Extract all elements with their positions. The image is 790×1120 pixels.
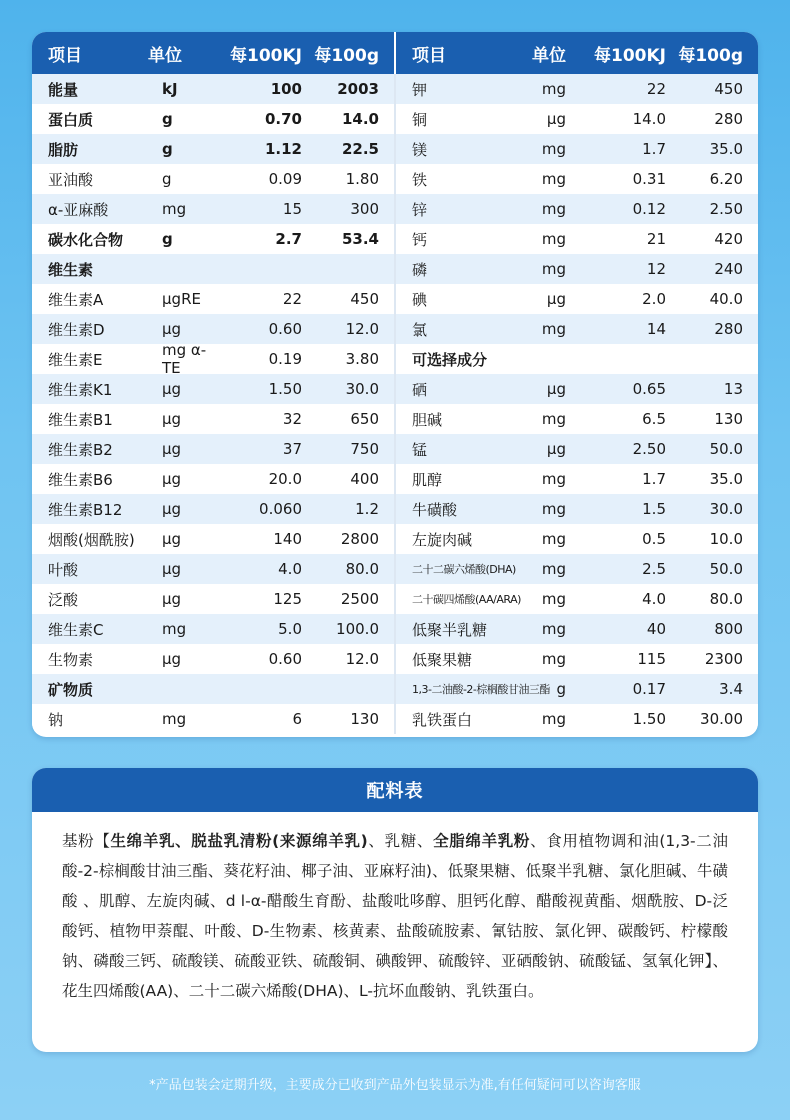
nutrient-unit: mg <box>541 230 566 248</box>
nutrient-unit: μg <box>546 380 566 398</box>
table-row <box>32 341 394 377</box>
value-per-100kj: 5.0 <box>278 620 302 638</box>
value-per-100g: 280 <box>714 320 743 338</box>
value-per-100kj: 6 <box>292 710 302 728</box>
ingredients-rest: 、食用植物调和油(1,3-二油酸-2-棕榈酸甘油三酯、葵花籽油、椰子油、亚麻籽油)、低聚果糖、低聚半乳糖、氯化胆碱、牛磺酸 、肌醇、左旋肉碱、d l-α-醋酸生育酚、盐酸吡哆醇、胆钙化醇、醋酸视黄酯、烟酰胺、D-泛酸钙、植物甲萘醌、叶酸、D-生物素、核黄素、盐酸硫胺素、氰钴胺、氯化钾、碳酸钙、柠檬酸钠、磷酸三钙、硫酸镁、硫酸亚铁、硫酸铜、碘酸钾、硫酸锌、亚硒酸钠、硫酸锰、氢氧化钾】、花生四烯酸(AA)、二十二碳六烯酸(DHA)、L-抗坏血酸钠、乳铁蛋白。 <box>62 832 728 1000</box>
table-header <box>32 32 758 74</box>
nutrient-unit: kJ <box>162 80 178 98</box>
value-per-100g: 80.0 <box>709 590 743 608</box>
value-per-100g: 2500 <box>340 590 379 608</box>
nutrient-unit: μg <box>546 440 566 458</box>
table-row <box>396 344 758 374</box>
nutrient-name: α-亚麻酸 <box>48 200 109 219</box>
nutrient-name: 氯 <box>412 320 428 339</box>
value-per-100kj: 14 <box>646 320 666 338</box>
value-per-100g: 650 <box>350 410 379 428</box>
value-per-100g: 750 <box>350 440 379 458</box>
nutrient-name: 叶酸 <box>48 560 79 579</box>
ingredients-title: 配料表 <box>32 768 758 812</box>
nutrient-name: 碘 <box>412 290 428 309</box>
ingredients-panel <box>32 768 758 1052</box>
nutrient-name: 铜 <box>412 110 428 129</box>
value-per-100g: 22.5 <box>341 140 379 158</box>
nutrient-name: 1,3-二油酸-2-棕榈酸甘油三酯 <box>412 683 550 696</box>
nutrient-unit: mg <box>162 200 187 218</box>
value-per-100g: 3.80 <box>345 350 379 368</box>
header-per-kj: 每100KJ <box>594 45 666 66</box>
nutrient-name: 维生素K1 <box>48 380 113 399</box>
table-row <box>396 614 758 644</box>
nutrient-name: 生物素 <box>48 650 94 669</box>
value-per-100kj: 1.50 <box>632 710 666 728</box>
value-per-100kj: 0.70 <box>264 110 302 128</box>
nutrient-unit: mg <box>541 560 566 578</box>
nutrient-name: 二十碳四烯酸(AA/ARA) <box>412 593 521 606</box>
nutrient-unit: μgRE <box>162 290 201 308</box>
value-per-100g: 800 <box>714 620 743 638</box>
ingredients-text <box>32 812 758 1006</box>
nutrient-unit: μg <box>546 110 566 128</box>
header-per-g: 每100g <box>314 45 379 66</box>
nutrient-name: 锰 <box>412 440 428 459</box>
nutrient-unit: mg <box>162 620 187 638</box>
value-per-100g: 130 <box>714 410 743 428</box>
nutrient-unit: mg <box>541 470 566 488</box>
nutrient-unit: mg <box>541 320 566 338</box>
value-per-100g: 2800 <box>340 530 379 548</box>
nutrient-name: 维生素 <box>48 260 94 279</box>
table-row <box>396 284 758 314</box>
nutrient-unit: μg <box>162 410 182 428</box>
value-per-100kj: 100 <box>270 80 302 98</box>
value-per-100kj: 15 <box>282 200 302 218</box>
nutrient-unit: g <box>162 230 173 248</box>
nutrient-name: 能量 <box>48 80 79 99</box>
nutrient-unit: mg <box>162 710 187 728</box>
table-row <box>396 524 758 554</box>
table-row <box>32 524 394 554</box>
header-per-g: 每100g <box>678 45 743 66</box>
value-per-100kj: 12 <box>646 260 666 278</box>
table-row <box>396 704 758 734</box>
table-row <box>32 674 394 704</box>
nutrient-name: 碳水化合物 <box>48 230 124 249</box>
value-per-100g: 300 <box>350 200 379 218</box>
table-row <box>396 224 758 254</box>
nutrient-unit: mg <box>541 530 566 548</box>
value-per-100g: 450 <box>350 290 379 308</box>
header-per-kj: 每100KJ <box>230 45 302 66</box>
value-per-100g: 50.0 <box>709 560 743 578</box>
nutrient-name: 烟酸(烟酰胺) <box>48 530 135 549</box>
table-row <box>32 614 394 644</box>
nutrient-unit: μg <box>546 290 566 308</box>
nutrient-unit: mg <box>541 200 566 218</box>
value-per-100g: 30.0 <box>345 380 379 398</box>
nutrient-name: 铁 <box>412 170 428 189</box>
nutrient-unit: mg <box>541 620 566 638</box>
nutrient-name: 可选择成分 <box>412 350 488 369</box>
table-row <box>32 194 394 224</box>
value-per-100kj: 0.12 <box>632 200 666 218</box>
table-row <box>32 314 394 344</box>
value-per-100kj: 37 <box>282 440 302 458</box>
value-per-100kj: 1.50 <box>268 380 302 398</box>
value-per-100g: 1.2 <box>355 500 379 518</box>
value-per-100kj: 22 <box>646 80 666 98</box>
value-per-100g: 35.0 <box>709 470 743 488</box>
table-row <box>32 494 394 524</box>
table-row <box>32 134 394 164</box>
nutrient-name: 蛋白质 <box>48 110 94 129</box>
nutrient-unit: mg α-TE <box>162 341 207 377</box>
table-row <box>32 434 394 464</box>
table-row <box>396 194 758 224</box>
table-row <box>396 404 758 434</box>
nutrient-unit: μg <box>162 320 182 338</box>
value-per-100g: 80.0 <box>345 560 379 578</box>
table-row <box>32 104 394 134</box>
nutrient-unit: g <box>162 140 173 158</box>
nutrient-name: 胆碱 <box>412 410 443 429</box>
table-row <box>396 164 758 194</box>
nutrient-unit: μg <box>162 650 182 668</box>
table-row <box>32 224 394 254</box>
nutrient-name: 钾 <box>412 80 428 99</box>
nutrient-unit: mg <box>541 140 566 158</box>
nutrient-name: 维生素B12 <box>48 500 123 519</box>
value-per-100kj: 1.12 <box>264 140 302 158</box>
value-per-100kj: 0.17 <box>632 680 666 698</box>
nutrient-unit: mg <box>541 710 566 728</box>
right-column <box>394 74 758 734</box>
table-row <box>396 314 758 344</box>
value-per-100g: 2003 <box>337 80 379 98</box>
table-row <box>396 644 758 674</box>
value-per-100kj: 0.5 <box>642 530 666 548</box>
value-per-100g: 1.80 <box>345 170 379 188</box>
nutrient-name: 维生素B1 <box>48 410 113 429</box>
value-per-100g: 10.0 <box>709 530 743 548</box>
value-per-100g: 12.0 <box>345 650 379 668</box>
value-per-100kj: 115 <box>637 650 666 668</box>
table-row <box>32 164 394 194</box>
value-per-100kj: 20.0 <box>268 470 302 488</box>
nutrient-unit: μg <box>162 440 182 458</box>
nutrient-name: 磷 <box>412 260 428 279</box>
nutrient-unit: mg <box>541 170 566 188</box>
nutrient-name: 左旋肉碱 <box>412 530 473 549</box>
nutrient-name: 维生素B6 <box>48 470 113 489</box>
nutrient-unit: mg <box>541 80 566 98</box>
table-row <box>32 464 394 494</box>
ingredients-bold-1: 生绵羊乳、脱盐乳清粉(来源绵羊乳) <box>110 832 368 850</box>
value-per-100g: 14.0 <box>341 110 379 128</box>
value-per-100kj: 32 <box>282 410 302 428</box>
nutrient-name: 维生素B2 <box>48 440 113 459</box>
nutrient-unit: μg <box>162 470 182 488</box>
value-per-100g: 40.0 <box>709 290 743 308</box>
nutrient-unit: mg <box>541 410 566 428</box>
nutrient-name: 低聚半乳糖 <box>412 620 488 639</box>
nutrient-name: 硒 <box>412 380 428 399</box>
header-left <box>32 32 394 74</box>
value-per-100kj: 125 <box>273 590 302 608</box>
left-column <box>32 74 394 734</box>
table-row <box>396 254 758 284</box>
nutrient-unit: mg <box>541 500 566 518</box>
table-row <box>396 104 758 134</box>
table-row <box>396 374 758 404</box>
nutrient-name: 泛酸 <box>48 590 79 609</box>
nutrient-name: 低聚果糖 <box>412 650 473 669</box>
value-per-100g: 30.0 <box>709 500 743 518</box>
ingredients-mid: 、乳糖、 <box>367 832 434 850</box>
nutrient-name: 二十二碳六烯酸(DHA) <box>412 563 516 576</box>
table-row <box>396 674 758 704</box>
nutrient-name: 乳铁蛋白 <box>412 710 473 729</box>
header-item: 项目 <box>48 45 82 66</box>
table-row <box>396 494 758 524</box>
value-per-100g: 420 <box>714 230 743 248</box>
nutrient-name: 脂肪 <box>48 140 79 159</box>
nutrient-unit: g <box>162 110 173 128</box>
table-row <box>32 584 394 614</box>
value-per-100g: 2300 <box>704 650 743 668</box>
table-row <box>396 464 758 494</box>
value-per-100kj: 1.5 <box>642 500 666 518</box>
table-row <box>32 74 394 104</box>
value-per-100kj: 0.60 <box>268 320 302 338</box>
nutrient-name: 牛磺酸 <box>412 500 458 519</box>
nutrient-name: 镁 <box>412 140 428 159</box>
nutrient-unit: mg <box>541 590 566 608</box>
value-per-100kj: 0.65 <box>632 380 666 398</box>
nutrient-name: 钙 <box>412 230 428 249</box>
ingredients-bold-2: 全脂绵羊乳粉 <box>433 832 531 850</box>
value-per-100kj: 0.09 <box>268 170 302 188</box>
header-unit: 单位 <box>148 45 182 66</box>
value-per-100g: 35.0 <box>709 140 743 158</box>
value-per-100g: 12.0 <box>345 320 379 338</box>
table-row <box>32 254 394 284</box>
nutrient-name: 维生素D <box>48 320 105 339</box>
value-per-100kj: 4.0 <box>642 590 666 608</box>
ingredients-prefix: 基粉【 <box>62 832 111 850</box>
value-per-100kj: 21 <box>646 230 666 248</box>
value-per-100g: 6.20 <box>709 170 743 188</box>
value-per-100g: 100.0 <box>336 620 379 638</box>
table-row <box>396 434 758 464</box>
value-per-100kj: 2.50 <box>632 440 666 458</box>
value-per-100kj: 2.5 <box>642 560 666 578</box>
value-per-100kj: 2.7 <box>275 230 302 248</box>
value-per-100g: 130 <box>350 710 379 728</box>
nutrient-unit: μg <box>162 500 182 518</box>
nutrient-unit: mg <box>541 650 566 668</box>
nutrient-unit: g <box>162 170 172 188</box>
value-per-100g: 13 <box>723 380 743 398</box>
footnote: *产品包装会定期升级，主要成分已收到产品外包装显示为准,有任何疑问可以咨询客服 <box>149 1078 641 1093</box>
nutrient-unit: mg <box>541 260 566 278</box>
nutrition-table <box>32 32 758 737</box>
table-row <box>32 644 394 674</box>
header-unit: 单位 <box>532 45 566 66</box>
value-per-100kj: 2.0 <box>642 290 666 308</box>
value-per-100g: 3.4 <box>719 680 743 698</box>
nutrient-unit: μg <box>162 530 182 548</box>
value-per-100g: 2.50 <box>709 200 743 218</box>
table-row <box>396 134 758 164</box>
table-row <box>32 404 394 434</box>
nutrient-name: 锌 <box>412 200 428 219</box>
value-per-100g: 240 <box>714 260 743 278</box>
value-per-100kj: 1.7 <box>642 470 666 488</box>
value-per-100kj: 0.19 <box>268 350 302 368</box>
nutrient-name: 钠 <box>48 710 64 729</box>
table-row <box>32 554 394 584</box>
nutrient-name: 维生素E <box>48 350 103 369</box>
nutrient-unit: g <box>556 680 566 698</box>
table-row <box>396 554 758 584</box>
value-per-100g: 53.4 <box>341 230 379 248</box>
nutrient-name: 维生素C <box>48 620 104 639</box>
nutrient-name: 肌醇 <box>412 470 443 489</box>
value-per-100kj: 22 <box>282 290 302 308</box>
nutrient-unit: μg <box>162 590 182 608</box>
table-row <box>32 374 394 404</box>
value-per-100kj: 4.0 <box>278 560 302 578</box>
header-item: 项目 <box>412 45 446 66</box>
nutrient-unit: μg <box>162 560 182 578</box>
value-per-100kj: 140 <box>273 530 302 548</box>
header-right <box>394 32 758 74</box>
nutrient-unit: μg <box>162 380 182 398</box>
table-row <box>32 704 394 734</box>
value-per-100g: 450 <box>714 80 743 98</box>
nutrient-name: 矿物质 <box>48 680 94 699</box>
value-per-100g: 280 <box>714 110 743 128</box>
table-row <box>396 584 758 614</box>
value-per-100kj: 0.31 <box>632 170 666 188</box>
value-per-100g: 400 <box>350 470 379 488</box>
value-per-100g: 50.0 <box>709 440 743 458</box>
table-row <box>396 74 758 104</box>
value-per-100kj: 40 <box>646 620 666 638</box>
value-per-100kj: 14.0 <box>632 110 666 128</box>
value-per-100g: 30.00 <box>700 710 743 728</box>
value-per-100kj: 1.7 <box>642 140 666 158</box>
nutrient-name: 亚油酸 <box>48 170 94 189</box>
value-per-100kj: 6.5 <box>642 410 666 428</box>
nutrient-name: 维生素A <box>48 290 104 309</box>
table-row <box>32 284 394 314</box>
value-per-100kj: 0.60 <box>268 650 302 668</box>
value-per-100kj: 0.060 <box>259 500 302 518</box>
